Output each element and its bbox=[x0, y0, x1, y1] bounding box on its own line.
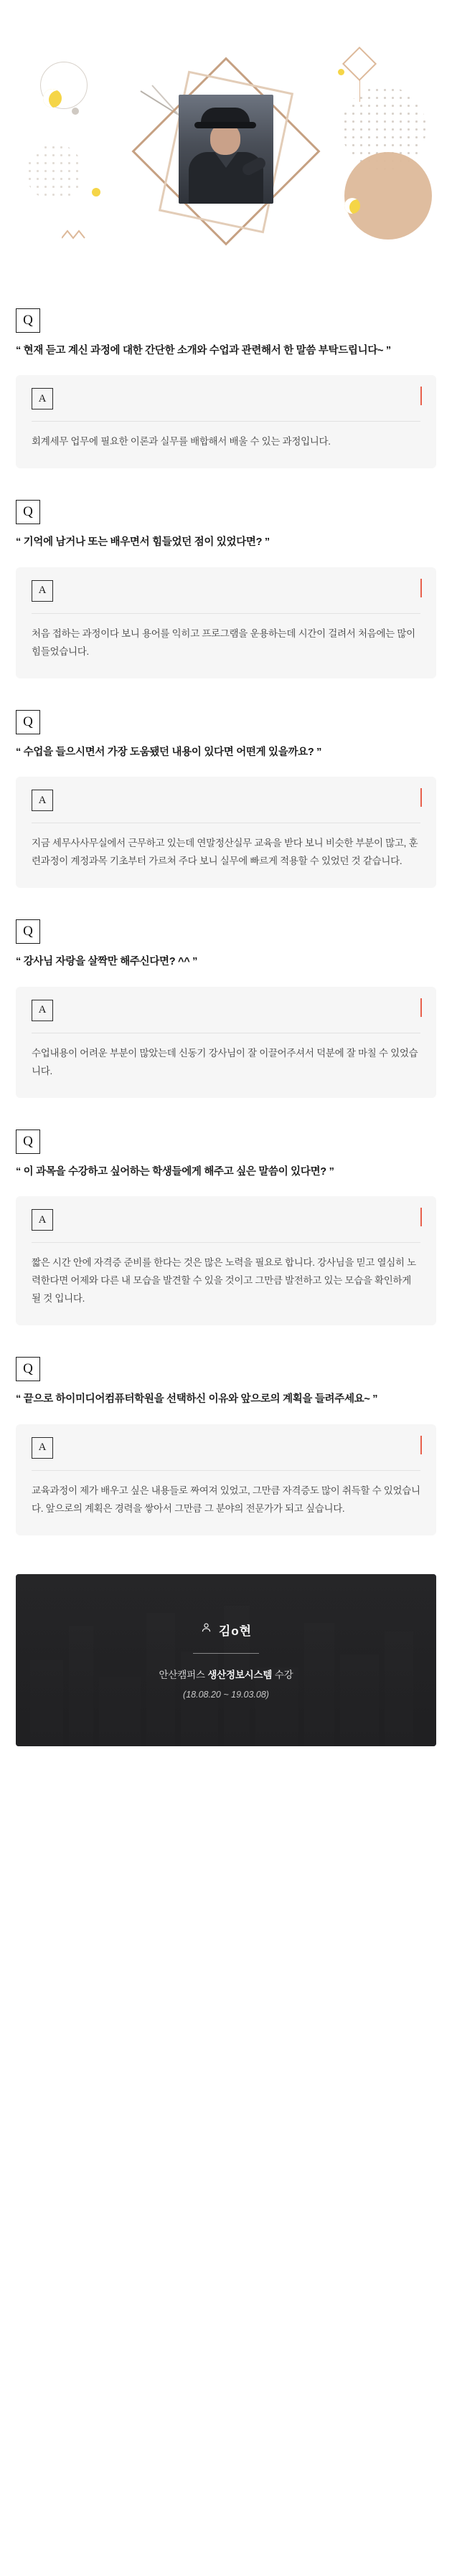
question-text: “ 수업을 들으시면서 가장 도움됐던 내용이 있다면 어떤게 있을까요? ” bbox=[16, 746, 322, 758]
answer-badge: A bbox=[32, 580, 53, 602]
question-badge: Q bbox=[16, 1357, 40, 1381]
course-line bbox=[159, 1667, 293, 1681]
qa-block bbox=[16, 919, 436, 1097]
student-info-card bbox=[16, 1574, 436, 1746]
answer-card bbox=[16, 1196, 436, 1325]
dot-icon bbox=[72, 108, 79, 115]
divider bbox=[32, 1242, 420, 1243]
answer-card bbox=[16, 987, 436, 1098]
answer-badge: A bbox=[32, 388, 53, 409]
answer-card bbox=[16, 1424, 436, 1535]
campus-label: 안산캠퍼스 bbox=[159, 1669, 208, 1680]
answer-badge: A bbox=[32, 1209, 53, 1231]
diamond-icon bbox=[342, 47, 377, 81]
answer-card bbox=[16, 567, 436, 678]
student-name: 김o현 bbox=[218, 1624, 253, 1638]
tan-circle-icon bbox=[344, 152, 432, 240]
question-badge: Q bbox=[16, 919, 40, 944]
answer-text: 교육과정이 제가 배우고 싶은 내용들로 짜여져 있었고, 그만큼 자격증도 많이 취득할 수 있었습니다. 앞으로의 계획은 경력을 쌓아서 그만큼 그 분야의 전문가가 되고 싶습니다. bbox=[32, 1484, 420, 1514]
question-row bbox=[16, 1357, 436, 1408]
course-period: (18.08.20 ~ 19.03.08) bbox=[183, 1689, 269, 1700]
question-badge: Q bbox=[16, 1130, 40, 1154]
answer-text: 수업내용이 어려운 부분이 많았는데 신동기 강사님이 잘 이끌어주셔서 덕분에 잘 마칠 수 있었습니다. bbox=[32, 1047, 418, 1076]
answer-badge: A bbox=[32, 1000, 53, 1021]
question-text: “ 강사님 자랑을 살짝만 해주신다면? ^^ ” bbox=[16, 956, 198, 968]
zigzag-icon bbox=[62, 229, 90, 240]
question-badge: Q bbox=[16, 308, 40, 333]
question-text: “ 현재 듣고 계신 과정에 대한 간단한 소개와 수업과 관련해서 한 말씀 부탁드립니다~ ” bbox=[16, 345, 391, 356]
question-row bbox=[16, 308, 436, 359]
moon-icon bbox=[344, 198, 360, 214]
answer-text: 지금 세무사사무실에서 근무하고 있는데 연말정산실무 교육을 받다 보니 비슷한 부분이 많고, 훈련과정이 계정과목 기초부터 가르쳐 주다 보니 실무에 빠르게 적용할 수 있었던 것 같습니다. bbox=[32, 838, 418, 867]
accent-bar bbox=[420, 579, 422, 597]
course-suffix: 수강 bbox=[272, 1669, 293, 1680]
answer-card bbox=[16, 375, 436, 468]
qa-block bbox=[16, 1130, 436, 1325]
diamond-line-icon bbox=[359, 80, 360, 102]
student-name-row bbox=[159, 1621, 293, 1639]
answer-badge: A bbox=[32, 790, 53, 811]
question-row bbox=[16, 710, 436, 761]
qa-block bbox=[16, 1357, 436, 1535]
qa-block bbox=[16, 308, 436, 468]
accent-bar bbox=[420, 1208, 422, 1226]
accent-bar bbox=[420, 387, 422, 405]
accent-bar bbox=[420, 1436, 422, 1454]
hero-section bbox=[0, 0, 452, 308]
qa-block bbox=[16, 710, 436, 888]
qa-block bbox=[16, 500, 436, 678]
answer-text: 회계세무 업무에 필요한 이론과 실무를 배합해서 배울 수 있는 과정입니다. bbox=[32, 436, 331, 448]
divider bbox=[32, 421, 420, 422]
dot-icon bbox=[338, 69, 344, 75]
qa-list bbox=[0, 308, 452, 1535]
accent-bar bbox=[420, 788, 422, 807]
question-badge: Q bbox=[16, 710, 40, 734]
divider bbox=[32, 1470, 420, 1471]
question-text: “ 이 과목을 수강하고 싶어하는 학생들에게 해주고 싶은 말씀이 있다면? ” bbox=[16, 1165, 334, 1178]
answer-text: 처음 접하는 과정이다 보니 용어를 익히고 프로그램을 운용하는데 시간이 걸려서 처음에는 많이 힘들었습니다. bbox=[32, 628, 415, 657]
dot-icon bbox=[92, 188, 100, 196]
footer-section bbox=[0, 1567, 452, 1775]
student-photo bbox=[179, 95, 273, 204]
moon-icon bbox=[43, 89, 62, 108]
question-badge: Q bbox=[16, 500, 40, 524]
question-text: “ 기억에 남거나 또는 배우면서 힘들었던 점이 있었다면? ” bbox=[16, 536, 270, 549]
answer-text: 짧은 시간 안에 자격증 준비를 한다는 것은 많은 노력을 필요로 합니다. 강사님을 믿고 열심히 노력한다면 어제와 다른 내 모습을 발견할 수 있을 것이고 그만큼 발전하고 있는 모습을 확인하게 될 것 입니다. bbox=[32, 1257, 416, 1304]
person-icon bbox=[200, 1621, 212, 1637]
answer-card bbox=[16, 777, 436, 888]
question-row bbox=[16, 1130, 436, 1180]
question-text: “ 끝으로 하이미디어컴퓨터학원을 선택하신 이유와 앞으로의 계획을 들려주세요~ ” bbox=[16, 1393, 378, 1406]
dotted-circle-icon bbox=[26, 143, 83, 201]
answer-badge: A bbox=[32, 1437, 53, 1459]
divider bbox=[32, 613, 420, 614]
accent-bar bbox=[420, 998, 422, 1017]
question-row bbox=[16, 919, 436, 970]
divider bbox=[193, 1653, 259, 1654]
question-row bbox=[16, 500, 436, 551]
course-name: 생산정보시스템 bbox=[207, 1669, 273, 1680]
